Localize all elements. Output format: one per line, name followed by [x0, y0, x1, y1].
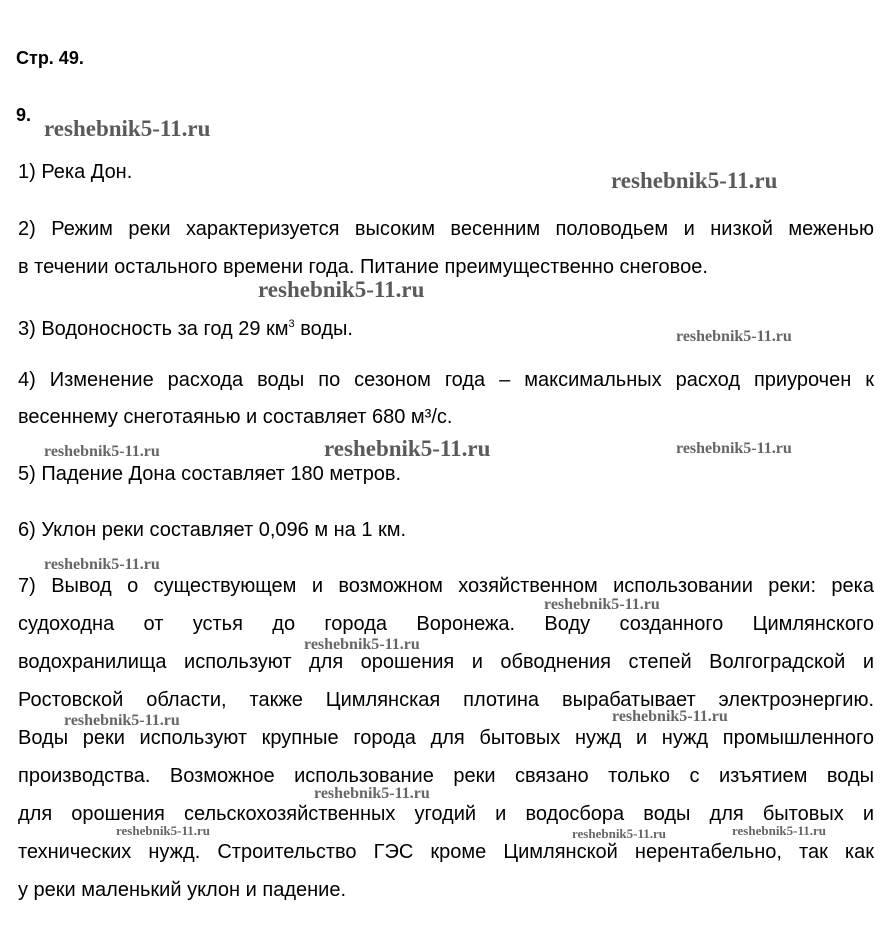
- watermark: reshebnik5-11.ru: [304, 636, 420, 653]
- answer-7-line-6: производства. Возможное использование реки связано только с изъятием воды: [18, 765, 874, 787]
- answer-7-line-8: технических нужд. Строительство ГЭС кроме Цимлянской нерентабельно, так как: [18, 841, 874, 863]
- answer-7-line-1: 7) Вывод о существующем и возможном хозяйственном использовании реки: река: [18, 575, 874, 597]
- watermark: reshebnik5-11.ru: [64, 712, 180, 729]
- answer-1: 1) Река Дон.: [18, 161, 133, 183]
- answer-3: [18, 312, 353, 341]
- watermark: reshebnik5-11.ru: [44, 116, 211, 141]
- watermark: reshebnik5-11.ru: [544, 596, 660, 613]
- answer-2-line-1: 2) Режим реки характеризуется высоким весенним половодьем и низкой меженью: [18, 218, 874, 240]
- watermark: reshebnik5-11.ru: [676, 440, 792, 457]
- watermark: reshebnik5-11.ru: [258, 277, 425, 302]
- answer-3-tail: воды.: [294, 318, 353, 340]
- watermark: reshebnik5-11.ru: [732, 823, 827, 838]
- answer-3-text: 3) Водоносность за год 29 км: [18, 318, 289, 340]
- answer-5: 5) Падение Дона составляет 180 метров.: [18, 463, 402, 485]
- watermark: reshebnik5-11.ru: [611, 168, 778, 193]
- answer-2-line-2: в течении остального времени года. Питание преимущественно снеговое.: [18, 256, 708, 278]
- watermark: reshebnik5-11.ru: [44, 443, 160, 460]
- page-number-heading: Стр. 49.: [16, 48, 84, 68]
- task-number: 9.: [16, 105, 32, 125]
- watermark: reshebnik5-11.ru: [44, 556, 160, 573]
- watermark: reshebnik5-11.ru: [116, 823, 211, 838]
- watermark: reshebnik5-11.ru: [324, 436, 491, 461]
- watermark: reshebnik5-11.ru: [572, 826, 667, 841]
- answer-7-line-5: Воды реки используют крупные города для бытовых нужд и нужд промышленного: [18, 727, 874, 749]
- answer-7-line-3: водохранилища используют для орошения и обводнения степей Волгоградской и: [18, 651, 874, 673]
- answer-6: 6) Уклон реки составляет 0,096 м на 1 км.: [18, 519, 407, 541]
- watermark: reshebnik5-11.ru: [612, 708, 728, 725]
- answer-7-line-4: Ростовской области, также Цимлянская плотина вырабатывает электроэнергию.: [18, 689, 874, 711]
- watermark: reshebnik5-11.ru: [314, 785, 430, 802]
- answer-7-line-2: судоходна от устья до города Воронежа. Воду созданного Цимлянского: [18, 613, 874, 635]
- answer-3-superscript: 3: [288, 318, 295, 330]
- answer-7-line-9: у реки маленький уклон и падение.: [18, 879, 347, 901]
- answer-4-line-2: весеннему снеготаянью и составляет 680 м³/с.: [18, 406, 453, 428]
- answer-4-line-1: 4) Изменение расхода воды по сезоном года – максимальных расход приурочен к: [18, 369, 874, 391]
- watermark: reshebnik5-11.ru: [676, 328, 792, 345]
- answer-7-line-7: для орошения сельскохозяйственных угодий и водосбора воды для бытовых и: [18, 803, 874, 825]
